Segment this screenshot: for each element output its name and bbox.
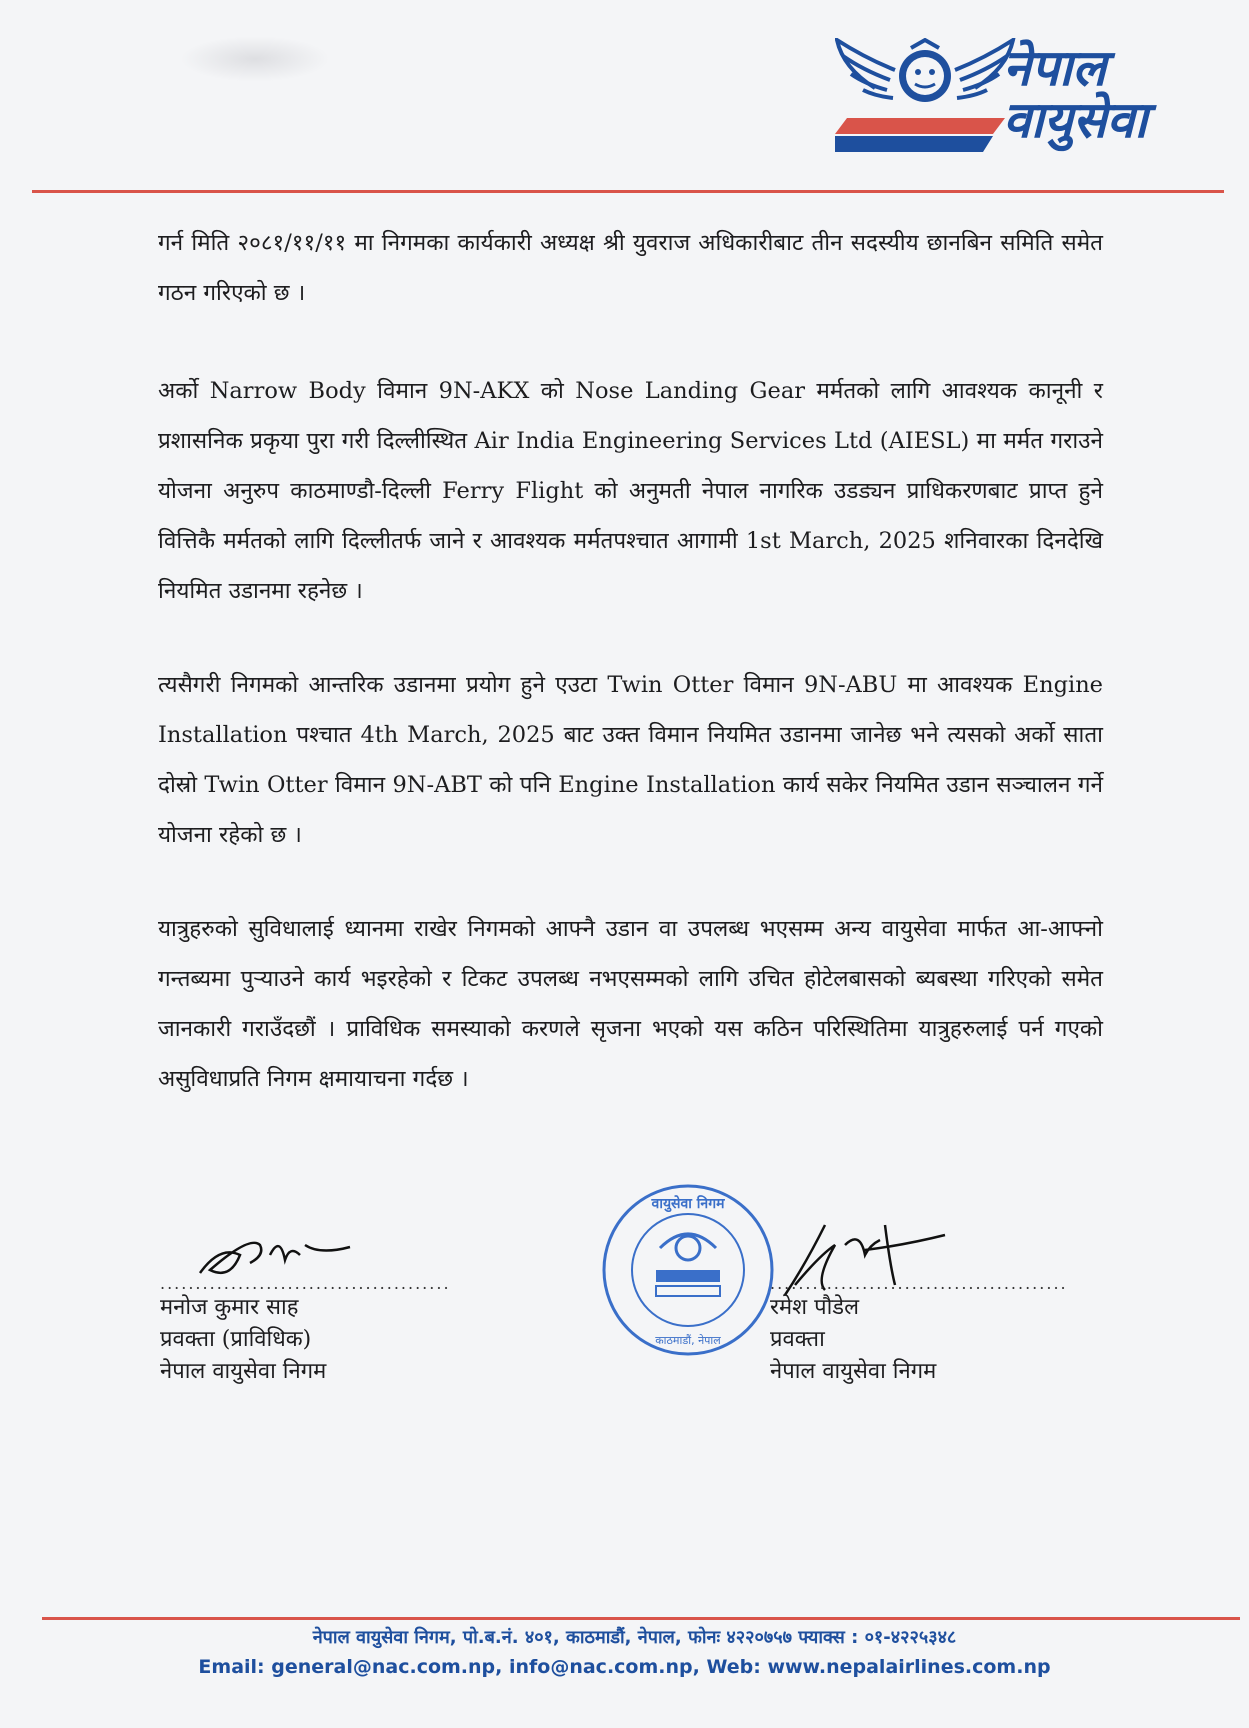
- signatory-left-org: नेपाल वायुसेवा निगम: [160, 1359, 327, 1384]
- footer-address: नेपाल वायुसेवा निगम, पो.ब.नं. ४०१, काठमाडौं, नेपाल, फोनः ४२२०७५७ फ्याक्स : ०१-४२२५३४८: [312, 1627, 957, 1648]
- logo-line-2: वायुसेवा: [1003, 91, 1148, 149]
- signatory-left: [160, 1276, 451, 1388]
- footer-contact: Email: general@nac.com.np, info@nac.com.np, Web: www.nepalairlines.com.np: [198, 1656, 1051, 1678]
- blur-mark: [180, 36, 330, 82]
- signatory-right-role: प्रवक्ता: [770, 1327, 825, 1352]
- paragraph-1: गर्न मिति २०८१/११/११ मा निगमका कार्यकारी अध्यक्ष श्री युवराज अधिकारीबाट तीन सदस्यीय छानबिन समिति समेत गठन गरिएको छ ।: [158, 230, 1103, 306]
- footer-divider: [42, 1617, 1240, 1620]
- signature-line: .........................................: [160, 1274, 451, 1293]
- letter-body: [158, 218, 1103, 1148]
- paragraph-4: यात्रुहरुको सुविधालाई ध्यानमा राखेर निगमको आफ्नै उडान वा उपलब्ध भएसम्म अन्य वायुसेवा मार्फत आ-आफ्नो गन्तब्यमा पुऱ्याउने कार्य भइरहेको र टिकट उपलब्ध नभएसम्मको लागि उचित होटेलबासको ब्यबस्था गरिएको समेत जानकारी गराउँदछौं । प्राविधिक समस्याको करणले सृजना भएको यस कठिन परिस्थितिमा यात्रुहरुलाई पर्न गएको असुविधाप्रति निगम क्षमायाचना गर्दछ ।: [158, 916, 1103, 1092]
- signatory-left-name: मनोज कुमार साह: [160, 1295, 299, 1320]
- svg-text:वायुसेवा निगम: वायुसेवा निगम: [651, 1196, 725, 1212]
- paragraph-2: अर्को Narrow Body विमान 9N-AKX को Nose Landing Gear मर्मतको लागि आवश्यक कानूनी र प्रशासनिक प्रकृया पुरा गरी दिल्लीस्थित Air India Engineering Services Ltd (AIESL) मा मर्मत गराउने योजना अनुरुप काठमाण्डौ-दिल्ली Ferry Flight को अनुमती नेपाल नागरिक उडड्यन प्राधिकरणबाट प्राप्त हुने वित्तिकै मर्मतको लागि दिल्लीतर्फ जाने र आवश्यक मर्मतपश्चात आगामी 1st March, 2025 शनिवारका दिनदेखि नियमित उडानमा रहनेछ ।: [158, 378, 1103, 604]
- logo-wordmark: [1003, 39, 1148, 149]
- signatory-right-name: रमेश पौडेल: [770, 1295, 859, 1320]
- paragraph-3: त्यसैगरी निगमको आन्तरिक उडानमा प्रयोग हुने एउटा Twin Otter विमान 9N-ABU मा आवश्यक Engine Installation पश्चात 4th March, 2025 बाट उक्त विमान नियमित उडानमा जानेछ भने त्यसको अर्को साता दोस्रो Twin Otter विमान 9N-ABT को पनि Engine Installation कार्य सकेर नियमित उडान सञ्चालन गर्ने योजना रहेको छ ।: [158, 672, 1103, 848]
- signatory-left-role: प्रवक्ता (प्राविधिक): [160, 1327, 312, 1352]
- signatory-right: [770, 1276, 1068, 1388]
- svg-text:काठमाडौं, नेपाल: काठमाडौं, नेपाल: [655, 1334, 721, 1347]
- header-divider: [32, 190, 1224, 193]
- official-seal-icon: [598, 1180, 778, 1360]
- letterhead-footer: [0, 1623, 1249, 1681]
- signatory-right-org: नेपाल वायुसेवा निगम: [770, 1359, 937, 1384]
- logo-line-1: नेपाल: [1003, 39, 1106, 97]
- signature-line: ..........................................: [770, 1274, 1068, 1293]
